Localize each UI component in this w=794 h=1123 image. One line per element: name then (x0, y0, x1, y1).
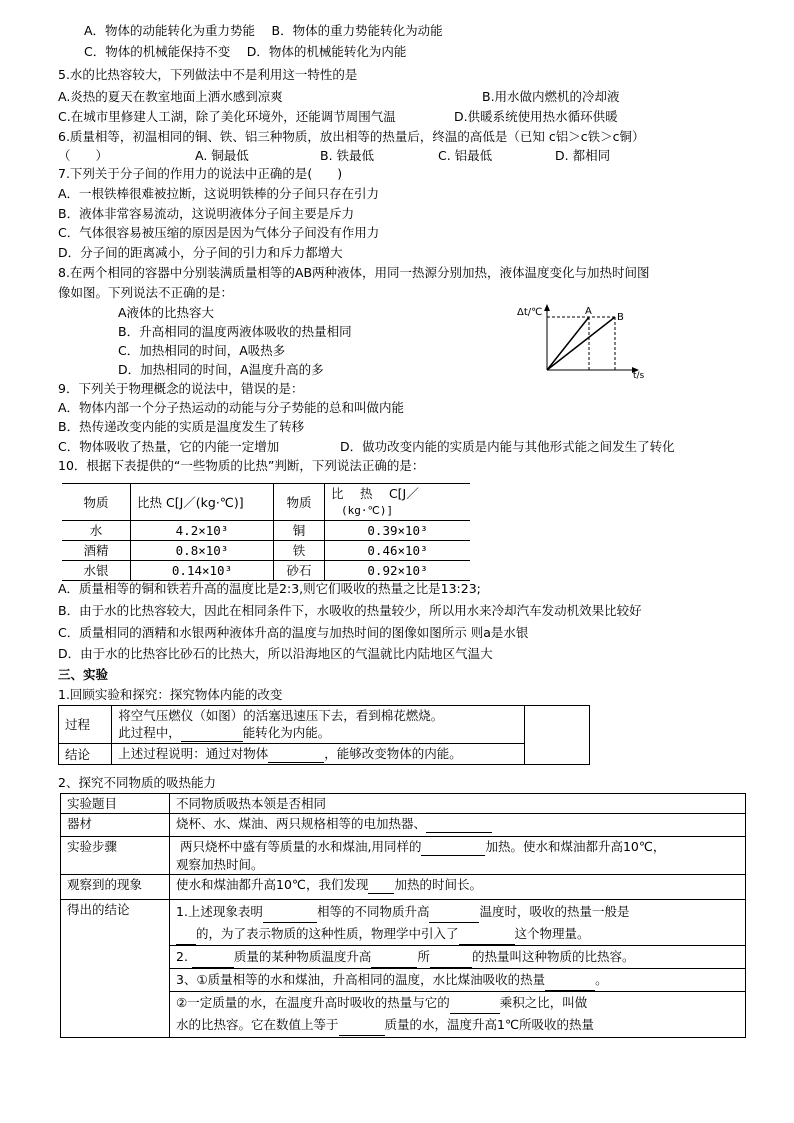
exp2-equipment-blank[interactable] (426, 815, 492, 833)
q10-option-d: D．由于水的比热容比砂石的比热大，所以沿海地区的气温就比内陆地区气温大 (58, 646, 493, 661)
table-cell: 酒精 (62, 541, 131, 561)
q6-option-b: B. 铁最低 (320, 148, 375, 163)
table-cell: 水 (62, 521, 131, 541)
exp1-label-conclusion: 结论 (59, 744, 112, 765)
graph-x-label: t/s (633, 371, 645, 380)
exp2-text: ②一定质量的水，在温度升高时吸收的热量与它的 (176, 995, 450, 1010)
exp2-blank[interactable] (192, 946, 234, 968)
table-row (62, 541, 470, 561)
exp2-text: 1.上述现象表明 (176, 904, 263, 919)
q5-stem: 5.水的比热容较大，下列做法中不是利用这一特性的是 (58, 67, 358, 82)
exp2-conclusion-1b (176, 923, 739, 945)
exp1-method-blank[interactable] (268, 745, 324, 763)
graph-line-b (547, 317, 615, 370)
exp2-text: 温度时，吸收的热量一般是 (479, 904, 630, 919)
q5-option-a: A.炎热的夏天在教室地面上洒水感到凉爽 (58, 89, 283, 104)
table-cell: 0.92×10³ (325, 561, 471, 581)
exp1-row-process (59, 706, 590, 744)
exp2-row-topic (61, 794, 746, 814)
exp2-row-equipment (61, 814, 746, 837)
q6-option-a: A. 铜最低 (195, 148, 249, 163)
q9-stem: 9．下列关于物理概念的说法中，错误的是： (58, 381, 304, 396)
table-cell: 0.46×10³ (325, 541, 471, 561)
exp1-text: 上述过程说明：通过对物体 (118, 746, 269, 761)
exp2-text: 所 (417, 949, 430, 964)
q7-option-a: A．一根铁棒很难被拉断，这说明铁棒的分子间只存在引力 (58, 186, 380, 201)
exp2-blank[interactable] (339, 1014, 385, 1036)
q6-paren: （ ） (58, 148, 109, 163)
table-cell: 水银 (62, 561, 131, 581)
section-heading: 三、实验 (58, 667, 109, 682)
exp2-value (170, 837, 746, 875)
q6-option-c: C. 铝最低 (438, 148, 493, 163)
exp1-value-process (112, 706, 525, 744)
exp2-conclusion-4 (170, 991, 745, 1014)
q9-option-d: D．做功改变内能的实质是内能与其他形式能之间发生了转化 (340, 439, 675, 454)
exp2-value (170, 900, 746, 1038)
table-cell: 铁 (274, 541, 325, 561)
exp2-row-steps (61, 837, 746, 875)
exp2-text: 使水和煤油都升高10℃，我们发现 (176, 877, 369, 892)
q10-option-a: A．质量相等的铜和铁若升高的温度比是2:3,则它们吸收的热量之比是13:23; (58, 581, 481, 596)
exp1-text: 能转化为内能。 (242, 725, 331, 740)
q5-option-c: C.在城市里修建人工湖，除了美化环境外，还能调节周围气温 (58, 109, 396, 124)
q10-option-b: B．由于水的比热容较大，因此在相同条件下，水吸收的热量较少，所以用水来冷却汽车发动机效果比较好 (58, 603, 642, 618)
exp2-phenomenon-blank[interactable] (368, 876, 394, 894)
exp2-text: 2. (176, 949, 192, 964)
q7-option-b: B．液体非常容易流动，这说明液体分子间主要是斥力 (58, 206, 355, 221)
exp2-text: 3、①质量相等的水和煤油，升高相同的温度，水比煤油吸收的热量 (176, 972, 546, 987)
q9-option-a: A．物体内部一个分子热运动的动能与分子势能的总和叫做内能 (58, 400, 405, 415)
exp2-blank[interactable] (450, 992, 500, 1014)
exp1-process-line1: 将空气压燃仪（如图）的活塞迅速压下去，看到棉花燃烧。 (118, 708, 444, 723)
exp2-blank[interactable] (371, 946, 417, 968)
q8-option-a: A液体的比热容大 (118, 305, 215, 320)
exp1-process-line2 (118, 724, 518, 742)
q9-option-b: B．热传递改变内能的实质是温度发生了转移 (58, 419, 305, 434)
exp1-row-conclusion (59, 744, 590, 765)
table-row (62, 521, 470, 541)
exp2-table (60, 793, 746, 1038)
q7-option-c: C．气体很容易被压缩的原因是因为气体分子间没有作用力 (58, 225, 380, 240)
exp2-label: 得出的结论 (61, 900, 170, 1038)
exp2-text: 这个物理量。 (514, 926, 590, 941)
exp2-label: 实验步骤 (61, 837, 170, 875)
graph-line-a (547, 317, 589, 370)
exp2-conclusion-3 (170, 968, 745, 991)
exp2-conclusion-1 (176, 901, 739, 923)
exp1-text: ，能够改变物体的内能。 (324, 746, 462, 761)
exp1-title: 1.回顾实验和探究：探究物体内能的改变 (58, 687, 283, 702)
table-cell: 0.14×10³ (131, 561, 274, 581)
q8-option-d: D．加热相同的时间，A温度升高的多 (118, 362, 324, 377)
graph-label-b: B (617, 312, 624, 323)
exp2-heater-blank[interactable] (421, 838, 485, 856)
exp1-energy-blank[interactable] (181, 724, 243, 742)
exp2-text: 两只烧杯中盛有等质量的水和煤油,用同样的 (179, 839, 422, 854)
exp2-text: 质量的水，温度升高1℃所吸收的热量 (384, 1017, 595, 1032)
exp2-text: 相等的不同物质升高 (316, 904, 430, 919)
table-header-line1: 比 热 C[J／ (331, 486, 419, 501)
exp2-value (170, 814, 746, 837)
exp2-blank[interactable] (459, 923, 515, 945)
q7-stem: 7.下列关于分子间的作用力的说法中正确的是( ) (58, 166, 343, 181)
q6-option-d: D. 都相同 (555, 148, 611, 163)
exp2-text: 加热。使水和煤油都升高10℃， (485, 839, 666, 854)
table-header-cell: 物质 (62, 484, 131, 521)
specific-heat-table (62, 483, 470, 581)
table-cell: 砂石 (274, 561, 325, 581)
exp2-text: 乘积之比，叫做 (499, 995, 588, 1010)
exp2-blank[interactable] (545, 969, 595, 991)
exp2-value (170, 875, 746, 900)
table-cell: 4.2×10³ (131, 521, 274, 541)
exp2-text: 质量的某种物质温度升高 (233, 949, 372, 964)
exp2-row-conclusion (61, 900, 746, 1038)
table-row (62, 561, 470, 581)
exp2-steps-line1 (176, 838, 739, 856)
exp1-table (58, 705, 590, 765)
exp1-label-process: 过程 (59, 706, 112, 744)
table-cell: 0.39×10³ (325, 521, 471, 541)
q8-stem-line1: 8.在两个相同的容器中分别装满质量相等的AB两种液体，用同一热源分别加热，液体温度变化与加热时间图 (58, 265, 650, 280)
exp2-steps-line2: 观察加热时间。 (176, 857, 264, 872)
exp1-text: 此过程中， (118, 725, 181, 740)
exp2-text: 的，为了表示物质的这种性质，物理学中引入了 (196, 926, 459, 941)
q5-option-b: B.用水做内燃机的冷却液 (482, 89, 620, 104)
exp2-conclusion-5 (176, 1014, 739, 1036)
exp2-text: 的热量叫这种物质的比热容。 (471, 949, 635, 964)
exp2-label: 器材 (61, 814, 170, 837)
graph-y-arrow (544, 304, 550, 311)
table-header-cell (325, 484, 471, 521)
exp2-blank[interactable] (430, 946, 472, 968)
q9-option-c: C．物体吸收了热量，它的内能一定增加 (58, 439, 280, 454)
exp2-row-phenomenon (61, 875, 746, 900)
exp2-label: 实验题目 (61, 794, 170, 814)
exp2-text: 。 (595, 972, 608, 987)
q6-stem: 6.质量相等，初温相同的铜、铁、铝三种物质，放出相等的热量后，终温的高低是（已知 c铝＞c铁＞c铜） (58, 129, 645, 144)
q8-option-c: C．加热相同的时间，A吸热多 (118, 343, 286, 358)
exp2-text: 水的比热容。它在数值上等于 (176, 1017, 339, 1032)
exp2-blank[interactable] (176, 923, 196, 945)
table-cell: 0.8×10³ (131, 541, 274, 561)
exp2-text: 烧杯、水、煤油、两只规格相等的电加热器、 (176, 816, 427, 831)
graph-label-a: A (585, 306, 592, 317)
exp2-conclusion-2 (170, 945, 745, 968)
exp2-blank[interactable] (429, 901, 479, 923)
exp2-text: 加热的时间长。 (394, 877, 482, 892)
table-cell: 铜 (274, 521, 325, 541)
q8-temperature-graph (515, 300, 655, 380)
q4-options-row2: C．物体的机械能保持不变 D．物体的机械能转化为内能 (84, 44, 407, 59)
exp2-title: 2、探究不同物质的吸热能力 (58, 775, 216, 790)
q4-options-row1: A．物体的动能转化为重力势能 B．物体的重力势能转化为动能 (84, 23, 443, 38)
exp2-label: 观察到的现象 (61, 875, 170, 900)
q10-stem: 10．根据下表提供的“一些物质的比热”判断，下列说法正确的是： (58, 458, 425, 473)
q8-option-b: B．升高相同的温度两液体吸收的热量相同 (118, 324, 352, 339)
exp1-figure-cell (524, 706, 589, 765)
q7-option-d: D．分子间的距离减小，分子间的引力和斥力都增大 (58, 245, 343, 260)
table-header-cell: 比热 C[J／(kg·℃)] (131, 484, 274, 521)
exp2-blank[interactable] (263, 901, 317, 923)
exp1-value-conclusion (112, 744, 525, 765)
table-header-line2: (kg·℃)] (341, 504, 394, 517)
q10-option-c: C．质量相同的酒精和水银两种液体升高的温度与加热时间的图像如图所示 则a是水银 (58, 625, 529, 640)
q5-option-d: D.供暖系统使用热水循环供暖 (454, 109, 618, 124)
exp2-value: 不同物质吸热本领是否相同 (170, 794, 746, 814)
table-header-row (62, 484, 470, 521)
graph-y-label: Δt/℃ (517, 307, 543, 318)
q8-stem-line2: 像如图。下列说法不正确的是： (58, 285, 234, 300)
table-header-cell: 物质 (274, 484, 325, 521)
